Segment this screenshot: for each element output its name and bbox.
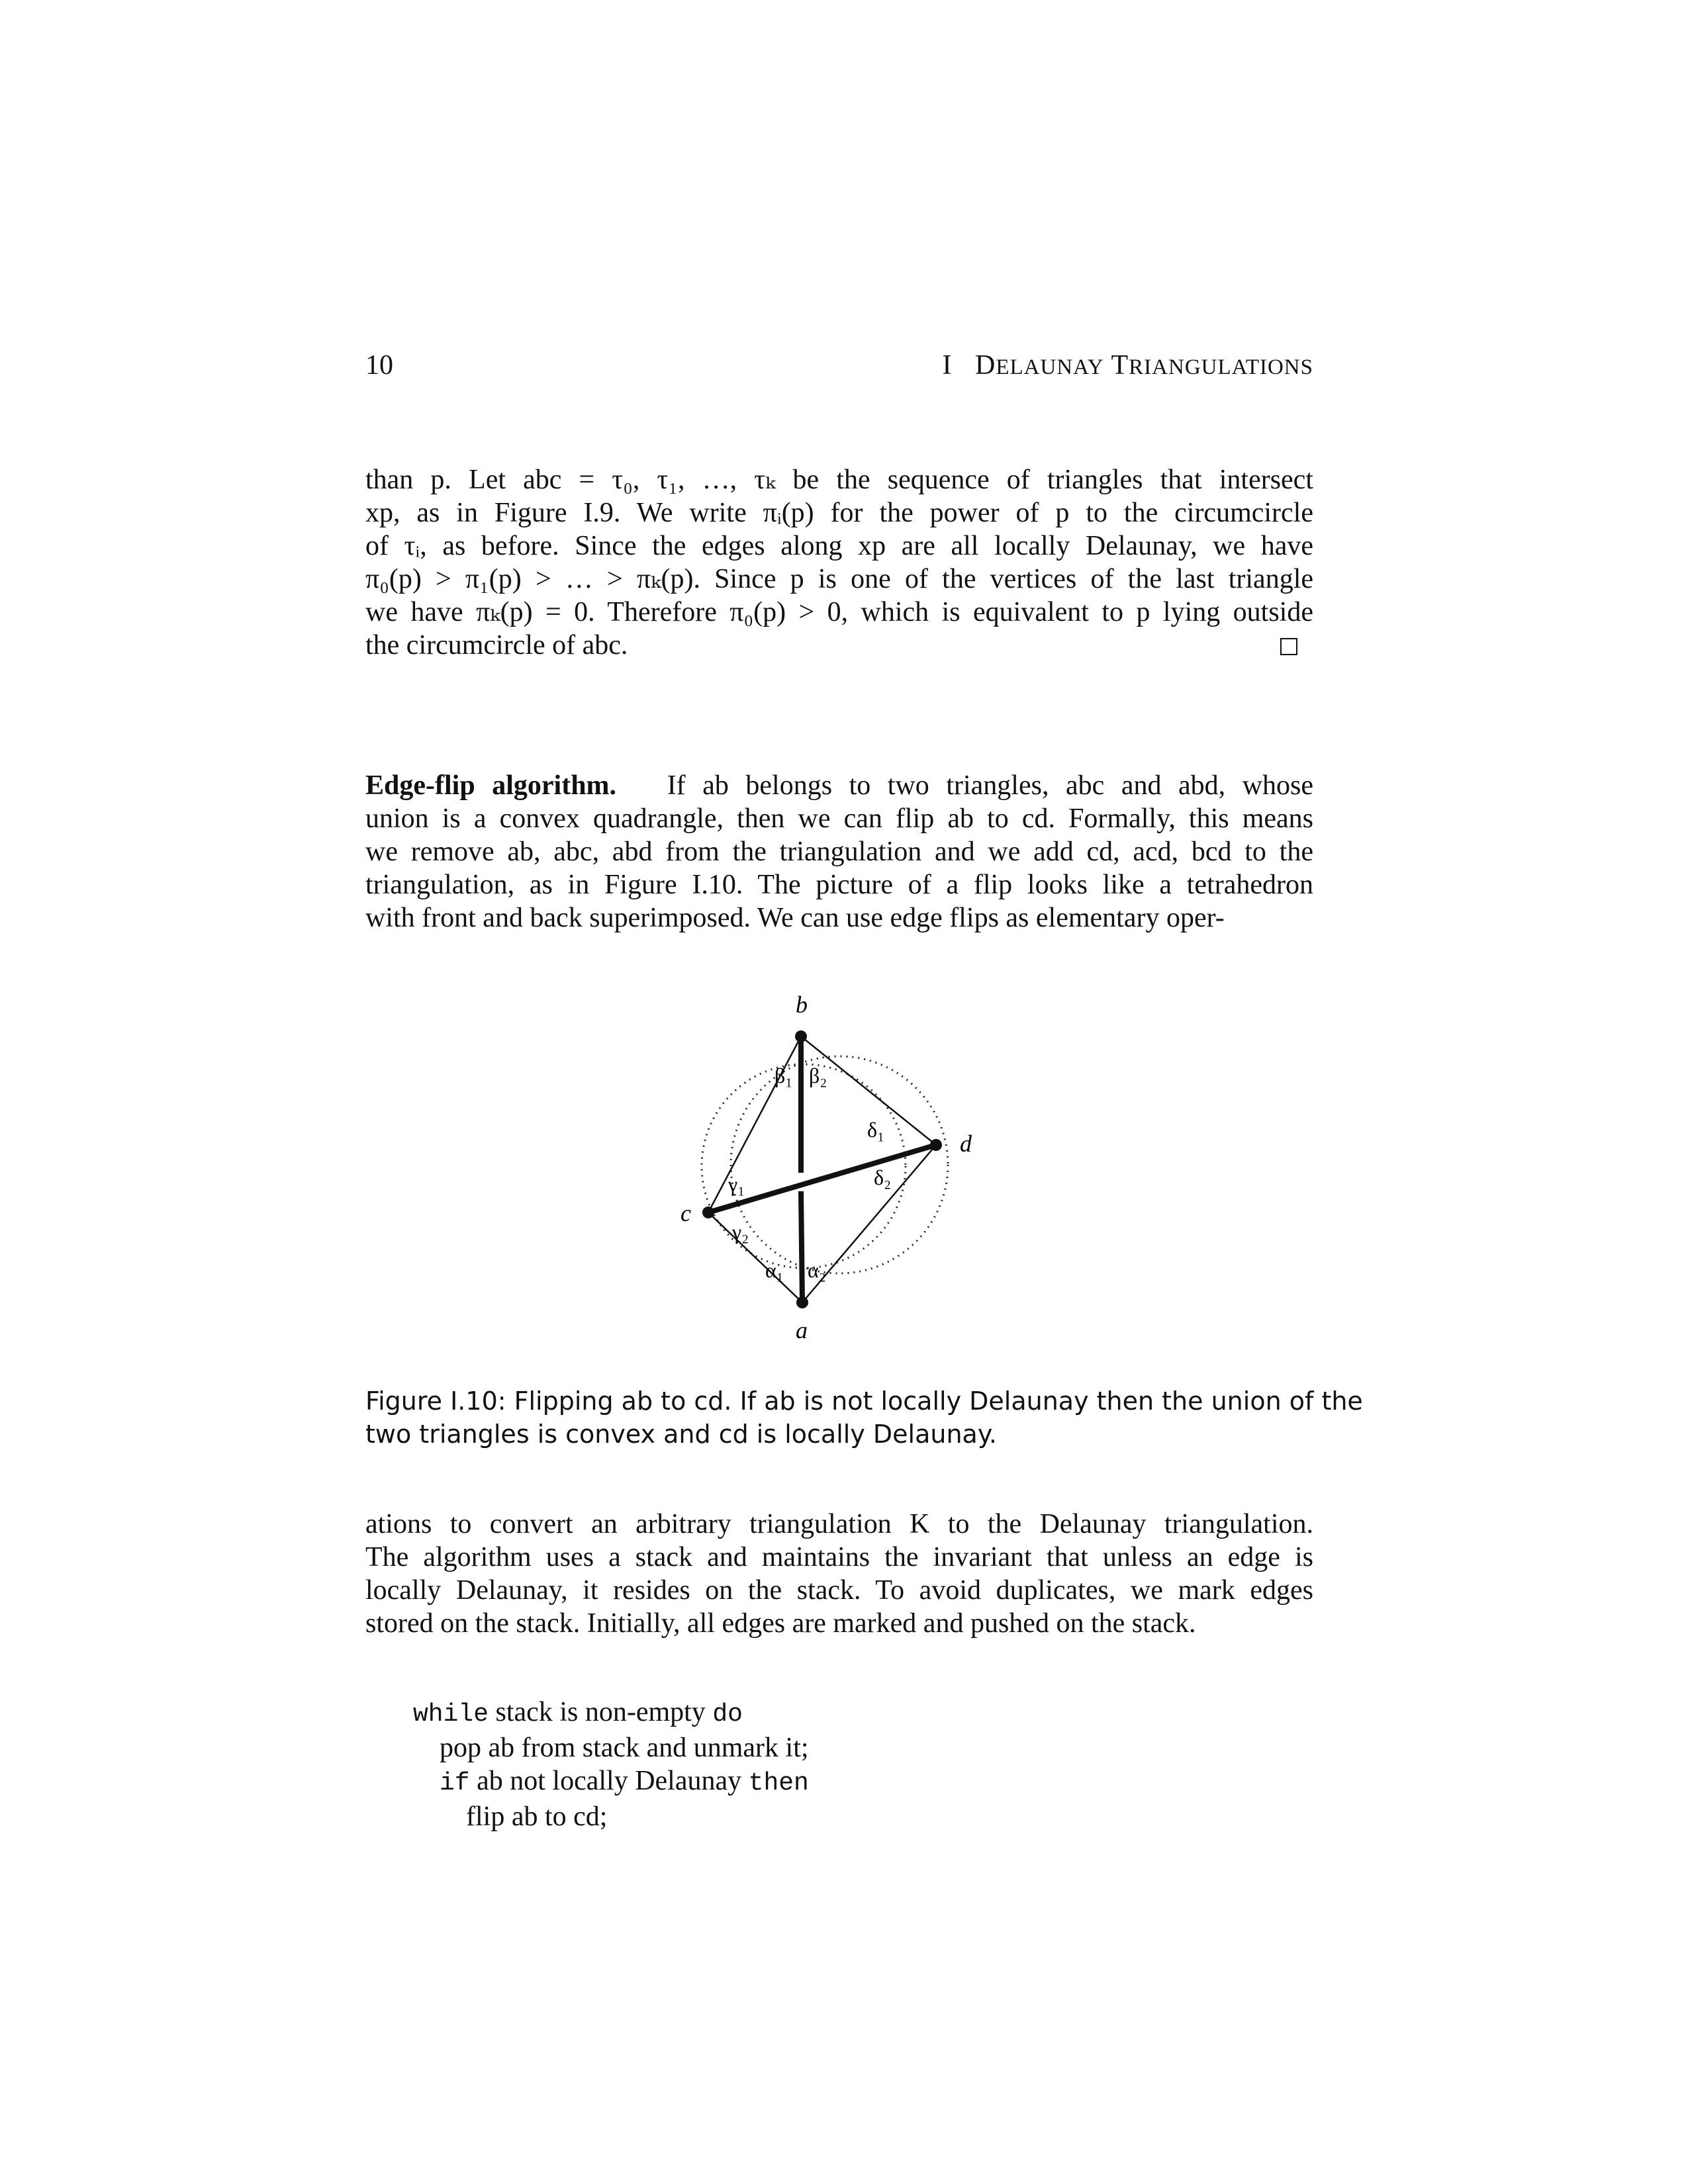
chapter-title-elaunay: ELAUNAY xyxy=(996,355,1104,379)
angle-alpha2: α₂ xyxy=(808,1258,826,1282)
angle-beta1: β₁ xyxy=(774,1064,793,1087)
vertex-b xyxy=(795,1030,807,1042)
continuation-line-3: locally Delaunay, it resides on the stack. To avoid duplicates, we mark edges xyxy=(365,1575,1313,1606)
label-a: a xyxy=(796,1317,808,1343)
keyword-then: then xyxy=(748,1769,809,1797)
label-b: b xyxy=(796,993,808,1018)
algo-line-1-text: stack is non-empty xyxy=(495,1697,706,1727)
angle-beta2: β₂ xyxy=(809,1064,827,1087)
continuation-line-4: stored on the stack. Initially, all edges are marked and pushed on the stack. xyxy=(365,1608,1196,1639)
chapter-title-t: T xyxy=(1111,350,1129,381)
proof-line-4: π₀(p) > π₁(p) > … > πₖ(p). Since p is one of the vertices of the last triangle xyxy=(365,564,1313,594)
chapter-header xyxy=(942,349,1313,381)
keyword-if: if xyxy=(440,1769,470,1797)
qed-symbol xyxy=(1280,638,1297,655)
proof-line-6-text: the circumcircle of abc. xyxy=(365,630,628,660)
chapter-numeral: I xyxy=(942,350,953,381)
angle-gamma1: γ₁ xyxy=(728,1172,745,1196)
continuation-paragraph xyxy=(365,1508,1313,1640)
proof-line-2: xp, as in Figure I.9. We write πᵢ(p) for the power of p to the circumcircle xyxy=(365,498,1313,528)
edge-flip-line-5: with front and back superimposed. We can use edge flips as elementary oper- xyxy=(365,903,1225,933)
edge-flip-paragraph xyxy=(365,769,1313,934)
vertex-d xyxy=(930,1139,942,1151)
caption-line-2: two triangles is convex and cd is locally Delaunay. xyxy=(365,1420,997,1449)
page-number: 10 xyxy=(365,350,393,381)
edge-ac xyxy=(708,1212,802,1302)
algo-line-1 xyxy=(413,1696,809,1731)
edge-flip-algorithm xyxy=(413,1696,809,1833)
algo-line-2: pop ab from stack and unmark it; xyxy=(440,1733,809,1763)
edge-flip-line-2: union is a convex quadrangle, then we can flip ab to cd. Formally, this means xyxy=(365,803,1313,834)
angle-gamma2: γ₂ xyxy=(732,1220,749,1244)
caption-line-1: Figure I.10: Flipping ab to cd. If ab is not locally Delaunay then the union of the xyxy=(365,1387,1363,1416)
angle-delta2: δ₂ xyxy=(874,1165,892,1189)
vertex-c xyxy=(702,1206,714,1218)
continuation-line-2: The algorithm uses a stack and maintains the invariant that unless an edge is xyxy=(365,1542,1313,1572)
figure-caption xyxy=(365,1385,1363,1451)
keyword-while: while xyxy=(413,1700,489,1729)
proof-line-3: of τᵢ, as before. Since the edges along xp are all locally Delaunay, we have xyxy=(365,531,1313,561)
proof-paragraph xyxy=(365,463,1313,662)
edge-bc xyxy=(708,1036,801,1212)
angle-delta1: δ₁ xyxy=(867,1118,885,1142)
algo-line-3 xyxy=(413,1764,809,1800)
algo-line-4: flip ab to cd; xyxy=(466,1801,608,1832)
flip-figure xyxy=(662,993,1033,1363)
chapter-title-d: D xyxy=(974,350,996,381)
edge-flip-line-3: we remove ab, abc, abd from the triangulation and we add cd, acd, bcd to the xyxy=(365,837,1313,867)
edge-flip-line-4: triangulation, as in Figure I.10. The picture of a flip looks like a tetrahedron xyxy=(365,870,1313,900)
proof-line-1: than p. Let abc = τ₀, τ₁, …, τₖ be the sequence of triangles that intersect xyxy=(365,465,1313,495)
circumcircle-abd xyxy=(731,1056,948,1273)
edge-flip-heading: Edge-flip algorithm. xyxy=(365,770,617,801)
edge-flip-line-1 xyxy=(365,769,1313,802)
proof-line-6 xyxy=(365,629,1313,662)
vertex-a xyxy=(796,1297,808,1308)
chapter-title-riangulations: RIANGULATIONS xyxy=(1129,355,1313,379)
keyword-do: do xyxy=(712,1700,743,1729)
edge-flip-line-1-text: If ab belongs to two triangles, abc and abd, whose xyxy=(667,770,1314,801)
label-d: d xyxy=(960,1130,972,1157)
edge-ab-lower xyxy=(801,1191,802,1302)
label-c: c xyxy=(680,1200,691,1226)
algo-line-3-text: ab not locally Delaunay xyxy=(477,1766,742,1796)
proof-line-5: we have πₖ(p) = 0. Therefore π₀(p) > 0, which is equivalent to p lying outside xyxy=(365,597,1313,627)
angle-alpha1: α₁ xyxy=(765,1258,784,1282)
continuation-line-1: ations to convert an arbitrary triangulation K to the Delaunay triangulation. xyxy=(365,1509,1313,1539)
